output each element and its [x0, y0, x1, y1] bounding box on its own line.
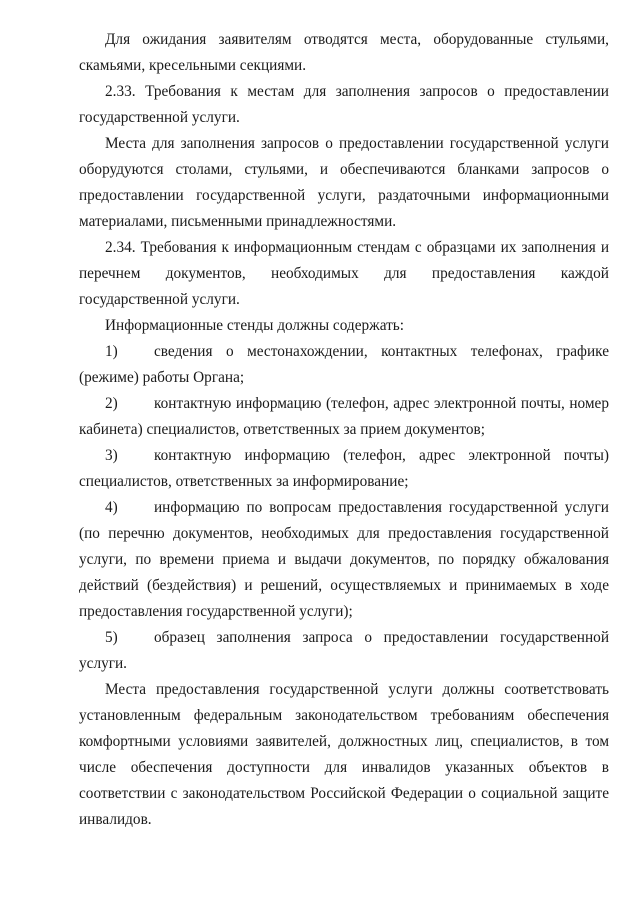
paragraph-section-2-33: 2.33. Требования к местам для заполнения запросов о предоставлении государственной услуги.: [79, 83, 609, 126]
list-item-number: 5): [105, 629, 118, 646]
list-item-number: 2): [105, 395, 118, 412]
paragraph-stands-contents: Информационные стенды должны содержать:: [105, 317, 405, 334]
list-item: [79, 339, 609, 391]
paragraph-accessibility: Места предоставления государственной услуги должны соответствовать установленным федеральным законодательством требованиям обеспечения комфортными условиями заявителей, должностных лиц, специалистов, в том числе обеспечения доступности для инвалидов указанных объектов в соответствии с законодательством Российской Федерации о социальной защите инвалидов.: [79, 681, 609, 828]
list-item-text: сведения о местонахождении, контактных телефонах, графике (режиме) работы Органа;: [79, 343, 609, 386]
list-item: [79, 625, 609, 677]
document-body: [79, 27, 609, 833]
list-item-text: образец заполнения запроса о предоставлении государственной услуги.: [79, 629, 609, 672]
list-item: [79, 391, 609, 443]
list-item-number: 4): [105, 499, 118, 516]
list-item-text: информацию по вопросам предоставления государственной услуги (по перечню документов, необходимых для предоставления государственной услуги, по времени приема и выдачи документов, по порядку обжалования действий (бездействия) и решений, осуществляемых и принимаемых в ходе предоставления государственной услуги);: [79, 499, 609, 620]
list-item-number: 3): [105, 447, 118, 464]
paragraph-waiting-places: Для ожидания заявителям отводятся места, оборудованные стульями, скамьями, кресельными секциями.: [79, 31, 609, 74]
list-item: [79, 443, 609, 495]
paragraph-section-2-34: 2.34. Требования к информационным стендам с образцами их заполнения и перечнем документов, необходимых для предоставления каждой государственной услуги.: [79, 239, 609, 308]
list-item-text: контактную информацию (телефон, адрес электронной почты, номер кабинета) специалистов, ответственных за прием документов;: [79, 395, 609, 438]
list-item-text: контактную информацию (телефон, адрес электронной почты) специалистов, ответственных за информирование;: [79, 447, 609, 490]
list-item-number: 1): [105, 343, 118, 360]
paragraph-request-places: Места для заполнения запросов о предоставлении государственной услуги оборудуются столами, стульями, и обеспечиваются бланками запросов о предоставлении государственной услуги, раздаточными информационными материалами, письменными принадлежностями.: [79, 135, 609, 230]
list-item: [79, 495, 609, 625]
